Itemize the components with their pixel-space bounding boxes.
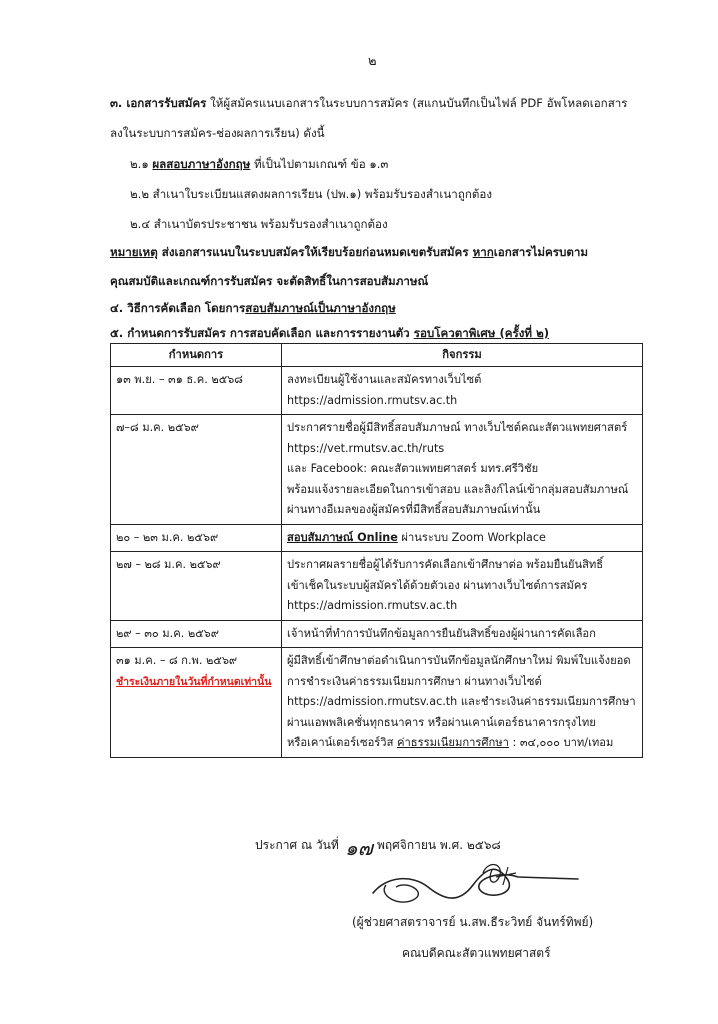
row-date: ๒๗ – ๒๘ ม.ค. ๒๕๖๙ xyxy=(111,552,282,621)
row-activity: ประกาศผลรายชื่อผู้ได้รับการคัดเลือกเข้าศึกษาต่อ พร้อมยืนยันสิทธิ์ เข้าเช็คในระบบผู้สมัครได้ด้วยตัวเอง ผ่านทางเว็บไซต์การสมัคร https://admission.rmutsv.ac.th xyxy=(282,552,643,621)
row-date: ๗–๘ ม.ค. ๒๕๖๙ xyxy=(111,415,282,525)
row-activity: ผู้มีสิทธิ์เข้าศึกษาต่อดำเนินการบันทึกข้อมูลนักศึกษาใหม่ พิมพ์ใบแจ้งยอด การชำระเงินค่าธรรมเนียมการศึกษา ผ่านทางเว็บไซต์ https://admission.rmutsv.ac.th และชำระเงินค่าธรรมเนียมการศึกษา ผ่านแอพพลิเคชั่นทุกธนาคาร หรือผ่านเคาน์เตอร์ธนาคารกรุงไทย หรือเคาน์เตอร์เซอร์วิส ค่าธรรมเนียมการศึกษา : ๓๔,๐๐๐ บาท/เทอม xyxy=(282,648,643,758)
remark-line-2: คุณสมบัติและเกณฑ์การรับสมัคร จะตัดสิทธิ์ในการสอบสัมภาษณ์ xyxy=(110,274,429,288)
remark-line-1: หมายเหตุ ส่งเอกสารแนบในระบบสมัครให้เรียบร้อยก่อนหมดเขตรับสมัคร หากเอกสารไม่ครบตาม xyxy=(110,245,589,259)
table-row xyxy=(111,620,643,648)
section-4-emph: สอบสัมภาษณ์เป็นภาษาอังกฤษ xyxy=(245,301,396,315)
table-row xyxy=(111,367,643,415)
announce-month-year: พฤศจิกายน พ.ศ. ๒๕๖๘ xyxy=(377,838,501,852)
table-header-row xyxy=(111,344,643,367)
section-5-emph: รอบโควตาพิเศษ (ครั้งที่ ๒) xyxy=(413,326,550,340)
row-activity: เจ้าหน้าที่ทำการบันทึกข้อมูลการยืนยันสิทธิ์ของผู้ผ่านการคัดเลือก xyxy=(282,620,643,648)
schedule-table xyxy=(110,343,643,758)
announce-day: ๑๗ xyxy=(345,836,373,860)
signer-title: คณบดีคณะสัตวแพทยศาสตร์ xyxy=(402,946,551,960)
section-4: ๔. วิธีการคัดเลือก โดยการสอบสัมภาษณ์เป็นภาษาอังกฤษ xyxy=(110,301,396,315)
table-row xyxy=(111,415,643,525)
payment-deadline-note: ชำระเงินภายในวันที่กำหนดเท่านั้น xyxy=(116,675,272,688)
header-activity: กิจกรรม xyxy=(282,344,643,367)
section-3-item-1: ๒.๑ ผลสอบภาษาอังกฤษ ที่เป็นไปตามเกณฑ์ ข้อ ๑.๓ xyxy=(130,157,389,171)
table-row xyxy=(111,524,643,552)
english-score-emph: ผลสอบภาษาอังกฤษ xyxy=(152,157,251,171)
header-date: กำหนดการ xyxy=(111,344,282,367)
row-date: ๓๑ ม.ค. – ๘ ก.พ. ๒๕๖๙ ชำระเงินภายในวันที่กำหนดเท่านั้น xyxy=(111,648,282,758)
section-3-intro: ให้ผู้สมัครแนบเอกสารในระบบการสมัคร (สแกนบันทึกเป็นไฟล์ PDF อัพโหลดเอกสาร xyxy=(206,96,628,110)
remark-label: หมายเหตุ xyxy=(110,245,158,259)
section-3-item-3: ๒.๔ สำเนาบัตรประชาชน พร้อมรับรองสำเนาถูกต้อง xyxy=(130,217,388,231)
row-date: ๒๐ – ๒๓ ม.ค. ๒๕๖๙ xyxy=(111,524,282,552)
page-number: ๒ xyxy=(368,54,377,69)
section-5: ๕. กำหนดการรับสมัคร การสอบคัดเลือก และการรายงานตัว รอบโควตาพิเศษ (ครั้งที่ ๒) xyxy=(110,326,550,340)
section-3-line-1 xyxy=(110,95,628,113)
signer-name: (ผู้ช่วยศาสตราจารย์ น.สพ.ธีระวิทย์ จันทร์ทิพย์) xyxy=(352,915,594,929)
row-date: ๑๓ พ.ย. – ๓๑ ธ.ค. ๒๕๖๘ xyxy=(111,367,282,415)
row-activity: สอบสัมภาษณ์ Online ผ่านระบบ Zoom Workplace xyxy=(282,524,643,552)
section-3-item-2: ๒.๒ สำเนาใบระเบียนแสดงผลการเรียน (ปพ.๑) พร้อมรับรองสำเนาถูกต้อง xyxy=(130,187,493,201)
signature-image xyxy=(368,855,583,915)
table-row xyxy=(111,648,643,758)
section-3-line-2: ลงในระบบการสมัคร-ช่องผลการเรียน) ดังนี้ xyxy=(110,126,325,140)
row-date: ๒๙ – ๓๐ ม.ค. ๒๕๖๙ xyxy=(111,620,282,648)
section-3-heading: ๓. เอกสารรับสมัคร xyxy=(110,96,207,110)
online-interview-emph: สอบสัมภาษณ์ Online xyxy=(287,530,398,544)
row-activity: ลงทะเบียนผู้ใช้งานและสมัครทางเว็บไซต์ https://admission.rmutsv.ac.th xyxy=(282,367,643,415)
table-row xyxy=(111,552,643,621)
row-activity: ประกาศรายชื่อผู้มีสิทธิ์สอบสัมภาษณ์ ทางเว็บไซต์คณะสัตวแพทยศาสตร์ https://vet.rmutsv.ac.th/ruts และ Facebook: คณะสัตวแพทยศาสตร์ มทร.ศรีวิชัย พร้อมแจ้งรายละเอียดในการเข้าสอบ และลิงก์ไลน์เข้ากลุ่มสอบสัมภาษณ์ ผ่านทางอีเมลของผู้สมัครที่มีสิทธิ์สอบสัมภาษณ์เท่านั้น xyxy=(282,415,643,525)
announce-label: ประกาศ ณ วันที่ xyxy=(255,838,339,852)
